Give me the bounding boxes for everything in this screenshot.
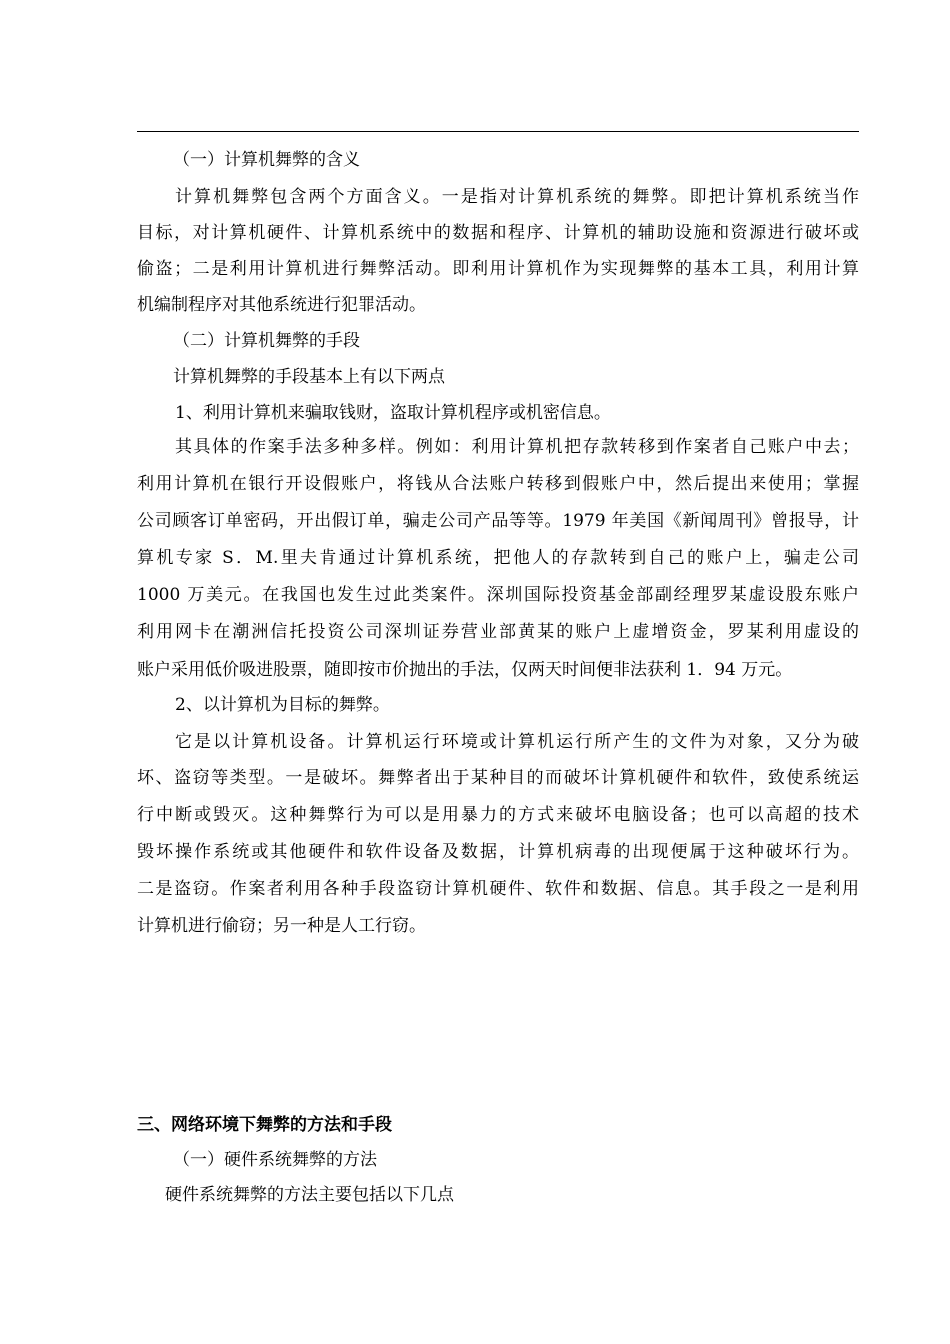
paragraph-line: 计算机舞弊包含两个方面含义。一是指对计算机系统的舞弊。即把计算机系统当作	[175, 187, 859, 207]
paragraph-line: 坏、盗窃等类型。一是破坏。舞弊者出于某种目的而破坏计算机硬件和软件，致使系统运	[137, 768, 859, 788]
paragraph-line: 账户采用低价吸进股票，随即按市价抛出的手法，仅两天时间便非法获利 1．94 万元。	[137, 660, 793, 680]
chapter-heading: 三、网络环境下舞弊的方法和手段	[137, 1115, 392, 1135]
section-heading-meaning: （一）计算机舞弊的含义	[173, 150, 360, 170]
paragraph-line: 行中断或毁灭。这种舞弊行为可以是用暴力的方式来破坏电脑设备；也可以高超的技术	[137, 805, 859, 825]
paragraph-line: 二是盗窃。作案者利用各种手段盗窃计算机硬件、软件和数据、信息。其手段之一是利用	[137, 879, 859, 899]
section-heading-hardware: （一）硬件系统舞弊的方法	[173, 1150, 377, 1170]
paragraph-line: 利用计算机在银行开设假账户，将钱从合法账户转移到假账户中，然后提出来使用；掌握	[137, 474, 859, 494]
section-heading-means: （二）计算机舞弊的手段	[173, 331, 360, 351]
paragraph-line: 硬件系统舞弊的方法主要包括以下几点	[165, 1185, 454, 1205]
paragraph-line: 计算机舞弊的手段基本上有以下两点	[173, 367, 445, 387]
list-item: 2、以计算机为目标的舞弊。	[175, 695, 390, 715]
header-rule	[137, 131, 859, 132]
paragraph-line: 机编制程序对其他系统进行犯罪活动。	[137, 295, 426, 315]
paragraph-line: 算机专家 S．M.里夫肯通过计算机系统，把他人的存款转到自己的账户上，骗走公司	[137, 548, 859, 568]
paragraph-line: 偷盗；二是利用计算机进行舞弊活动。即利用计算机作为实现舞弊的基本工具，利用计算	[137, 259, 859, 279]
paragraph-line: 它是以计算机设备。计算机运行环境或计算机运行所产生的文件为对象，又分为破	[175, 732, 859, 752]
paragraph-line: 1000 万美元。在我国也发生过此类案件。深圳国际投资基金部副经理罗某虚设股东账户	[137, 585, 859, 605]
paragraph-line: 目标，对计算机硬件、计算机系统中的数据和程序、计算机的辅助设施和资源进行破坏或	[137, 223, 859, 243]
paragraph-line: 利用网卡在潮洲信托投资公司深圳证券营业部黄某的账户上虚增资金，罗某利用虚设的	[137, 622, 859, 642]
paragraph-line: 其具体的作案手法多种多样。例如：利用计算机把存款转移到作案者自己账户中去；	[175, 437, 859, 457]
paragraph-line: 计算机进行偷窃；另一种是人工行窃。	[137, 916, 426, 936]
list-item: 1、利用计算机来骗取钱财，盗取计算机程序或机密信息。	[175, 403, 611, 423]
paragraph-line: 毁坏操作系统或其他硬件和软件设备及数据，计算机病毒的出现便属于这种破坏行为。	[137, 842, 859, 862]
paragraph-line: 公司顾客订单密码，开出假订单，骗走公司产品等等。1979 年美国《新闻周刊》曾报导，计	[137, 511, 859, 531]
